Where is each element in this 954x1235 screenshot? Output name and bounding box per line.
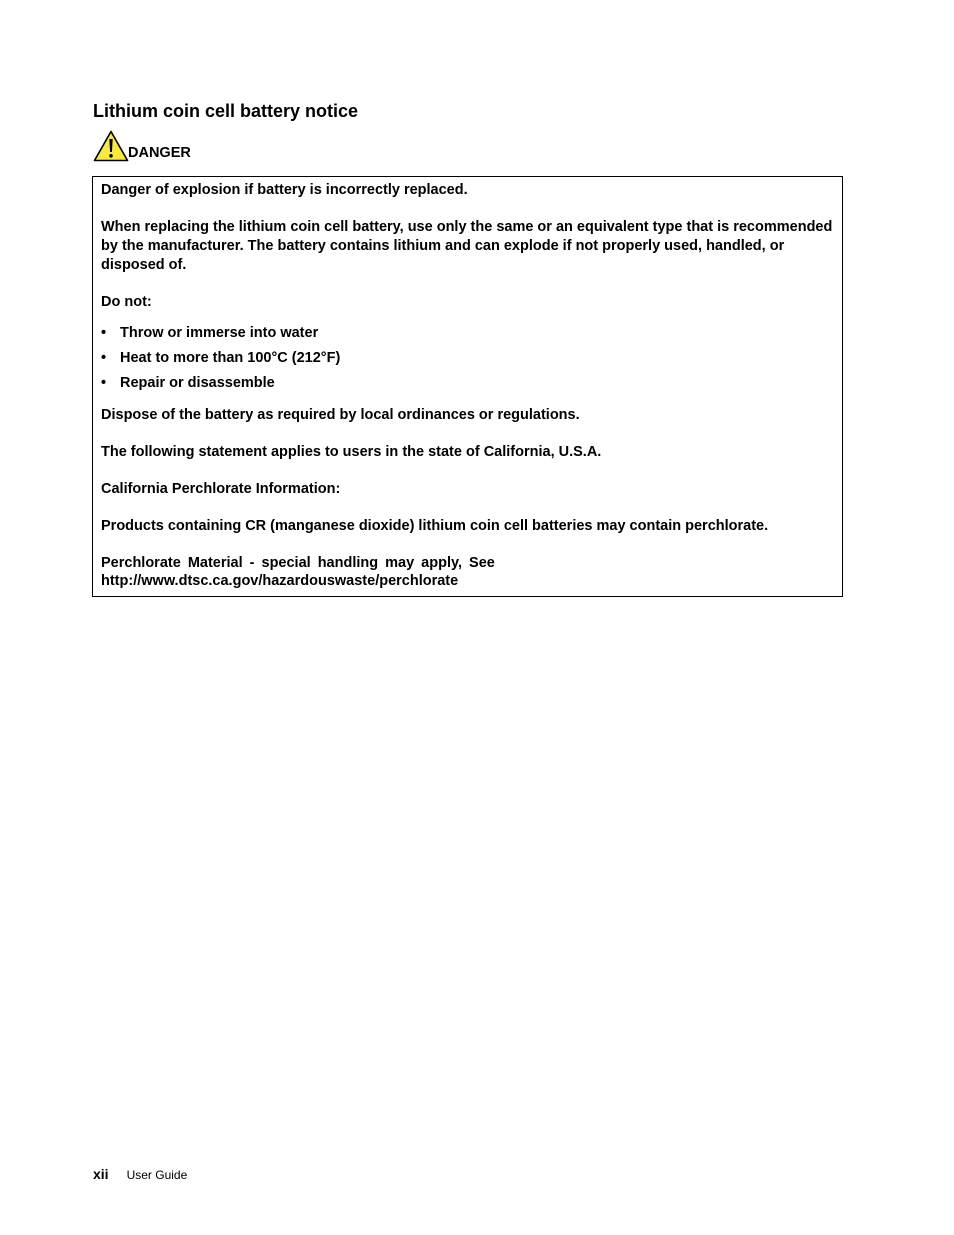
bullet-icon: • bbox=[101, 325, 107, 341]
notice-disposal: Dispose of the battery as required by local ordinances or regulations. bbox=[101, 407, 580, 423]
do-not-list bbox=[101, 324, 834, 393]
list-item bbox=[101, 349, 834, 368]
danger-notice-box bbox=[92, 176, 843, 597]
notice-explosion-warning: Danger of explosion if battery is incorrectly replaced. bbox=[101, 182, 468, 198]
page-number: xii bbox=[93, 1166, 109, 1182]
section-heading: Lithium coin cell battery notice bbox=[93, 101, 359, 121]
page-footer bbox=[93, 1166, 187, 1182]
danger-header bbox=[93, 128, 191, 162]
notice-do-not-label: Do not: bbox=[101, 294, 152, 310]
danger-label: DANGER bbox=[128, 145, 191, 161]
warning-triangle-icon bbox=[93, 130, 129, 162]
list-item-text: Heat to more than 100°C (212°F) bbox=[120, 350, 341, 366]
notice-perchlorate-heading: California Perchlorate Information: bbox=[101, 481, 341, 497]
document-title: User Guide bbox=[126, 1168, 188, 1182]
list-item-text: Repair or disassemble bbox=[120, 375, 275, 391]
bullet-icon: • bbox=[101, 375, 107, 391]
notice-perchlorate-material: Perchlorate Material - special handling may apply, See bbox=[101, 555, 495, 571]
perchlorate-url: http://www.dtsc.ca.gov/hazardouswaste/perchlorate bbox=[101, 573, 459, 589]
notice-replacement-instructions: When replacing the lithium coin cell battery, use only the same or an equivalent type that is recommended by the manufacturer. The battery contains lithium and can explode if not properly used, handled, or disposed of. bbox=[101, 219, 833, 273]
bullet-icon: • bbox=[101, 350, 107, 366]
list-item bbox=[101, 324, 834, 343]
list-item-text: Throw or immerse into water bbox=[120, 325, 319, 341]
notice-california-statement: The following statement applies to users in the state of California, U.S.A. bbox=[101, 444, 602, 460]
list-item bbox=[101, 374, 834, 393]
notice-perchlorate-products: Products containing CR (manganese dioxide) lithium coin cell batteries may contain perchlorate. bbox=[101, 518, 769, 534]
